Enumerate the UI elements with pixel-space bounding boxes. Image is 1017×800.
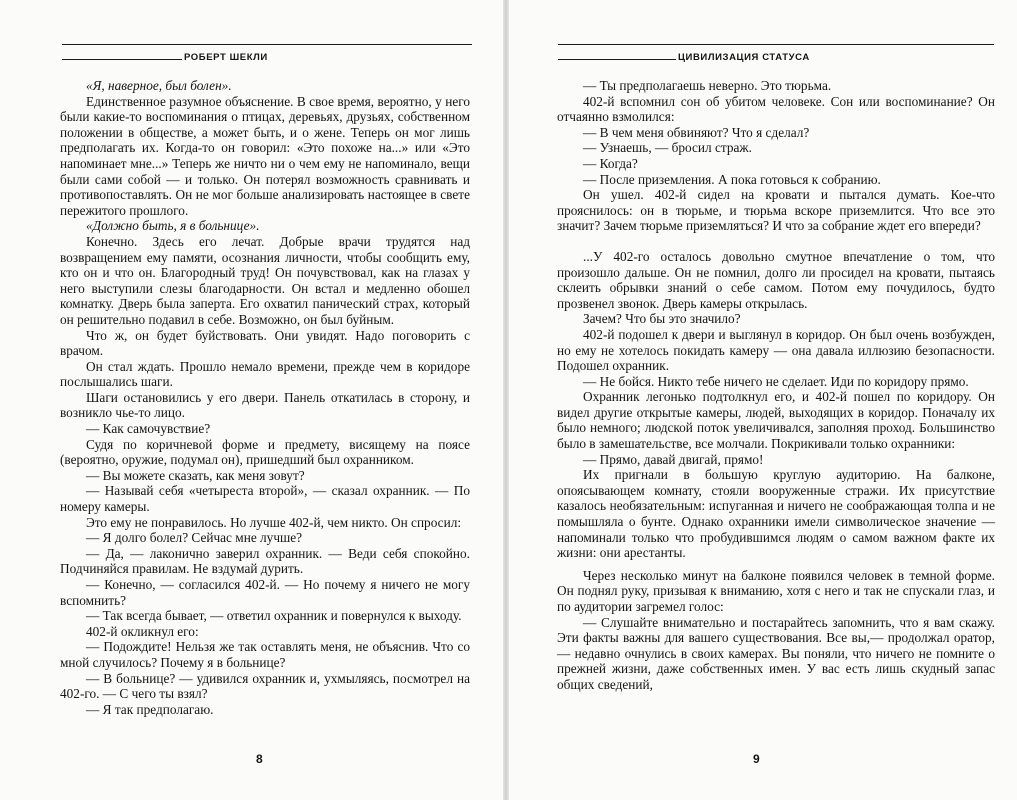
paragraph: Их пригнали в большую круглую аудиторию. На балконе, опоясывающем комнату, стояли вооруженные стражи. Их присутствие казалось необязательным: испуганная и ничего не соображающая толпа и не помышляла о бунте. Однако охранники имели символическое значение — напоминали только что пробудившимся людям о самом важном факте их жизни: они арестанты. (557, 467, 995, 561)
paragraph: 402-й вспомнил сон об убитом человеке. Сон или воспоминание? Он отчаянно взмолился: (557, 93, 995, 125)
paragraph: — Не бойся. Никто тебе ничего не сделает. Иди по коридору прямо. (583, 373, 969, 389)
paragraph: — Как самочувствие? (86, 421, 211, 437)
paragraph: ...У 402-го осталось довольно смутное впечатление о том, что произошло дальше. Он не помнил, долго ли просидел на кровати, пытаясь склеить обрывки знаний о себе самом. Потом ему почудилось, будто прозвенел звонок. Дверь камеры открылась. (557, 248, 995, 311)
paragraph: Через несколько минут на балконе появился человек в темной форме. Он поднял руку, призывая к вниманию, хотя с него и так не спускали глаз, и по аудитории загремел голос: (557, 567, 995, 614)
paragraph: Судя по коричневой форме и предмету, висящему на поясе (вероятно, оружие, подумал он), пришедший был охранником. (60, 436, 470, 468)
paragraph: — Прямо, давай двигай, прямо! (583, 451, 764, 467)
paragraph: — Называй себя «четыреста второй», — сказал охранник. — По номеру камеры. (60, 483, 470, 515)
paragraph: Что ж, он будет буйствовать. Они увидят. Надо поговорить с врачом. (60, 327, 470, 359)
right-header-title: ЦИВИЛИЗАЦИЯ СТАТУСА (678, 52, 810, 63)
paragraph: — Да, — лаконично заверил охранник. — Веди себя спокойно. Подчиняйся правилам. Не вздумай дурить. (60, 545, 470, 577)
left-page-text (60, 78, 470, 717)
paragraph: — Узнаешь, — бросил страж. (583, 140, 752, 156)
right-page-number: 9 (753, 752, 760, 766)
paragraph: Это ему не понравилось. Но лучше 402-й, чем никто. Он спросил: (86, 514, 462, 530)
paragraph: — Подождите! Нельзя же так оставлять меня, не объяснив. Что со мной случилось? Почему я в больнице? (60, 639, 470, 670)
paragraph: — Я так предполагаю. (86, 701, 214, 717)
right-page-text (557, 78, 995, 693)
header-short-rule (558, 59, 676, 60)
paragraph: Единственное разумное объяснение. В свое время, вероятно, у него были какие-то воспоминания о птицах, деревьях, друзьях, собственном положении в обществе, а может быть, и о жене. Теперь он мог лишь предполагать их. Когда-то он говорил: «Это похоже на...» или «Это напоминает мне...» Теперь же ничто ни о чем ему не напоминало, вещи были сами собой — и только. Он потерял возможность сравнивать и противопоставлять. Он не мог больше анализировать настоящее в свете пережитого прошлого. (60, 93, 470, 218)
paragraph: «Я, наверное, был болен». (86, 78, 232, 93)
header-rule (62, 44, 472, 45)
right-running-header (558, 44, 994, 64)
paragraph: 402-й окликнул его: (86, 623, 199, 639)
paragraph: — Когда? (583, 155, 638, 171)
paragraph: — Я долго болел? Сейчас мне лучше? (86, 530, 303, 546)
paragraph: Он стал ждать. Прошло немало времени, прежде чем в коридоре послышались шаги. (60, 358, 470, 390)
left-running-header (62, 44, 472, 64)
paragraph: Шаги остановились у его двери. Панель откатилась в сторону, и возникло чье-то лицо. (60, 389, 470, 421)
paragraph: Конечно. Здесь его лечат. Добрые врачи трудятся над возвращением ему памяти, осознания личности, чтобы сообщить ему, кто он и что он. Благородный труд! Он почувствовал, как на глазах у него выступили слезы благодарности. Он встал и медленно обошел комнатку. Дверь была заперта. Его охватил панический страх, который он решительно подавил в себе. Возможно, он был буйным. (60, 233, 470, 327)
left-header-title: РОБЕРТ ШЕКЛИ (184, 52, 268, 63)
paragraph: — Вы можете сказать, как меня зовут? (86, 467, 305, 483)
paragraph: — В больнице? — удивился охранник и, ухмыляясь, посмотрел на 402-го. — С чего ты взял? (60, 670, 470, 702)
header-short-rule (62, 59, 182, 60)
paragraph: Он ушел. 402-й сидел на кровати и пытался думать. Кое-что прояснилось: он в тюрьме, и тюрьма вскоре приземлится. Что все это значит? Зачем тюрьме приземляться? И что за собрание ждет его впереди? (557, 187, 995, 234)
paragraph: — В чем меня обвиняют? Что я сделал? (583, 124, 810, 140)
paragraph: — Слушайте внимательно и постарайтесь запомнить, что я вам скажу. Эти факты важны для вашего существования. Все вы,— продолжал оратор, — недавно очнулись в своих камерах. Вы поняли, что ничего не помните о прежней жизни, даже собственных имен. У вас есть лишь скудный запас общих сведений, (557, 614, 995, 692)
paragraph: 402-й подошел к двери и выглянул в коридор. Он был очень возбужден, но ему не хотелось покидать камеру — она давала иллюзию безопасности. Подошел охранник. (557, 326, 995, 374)
paragraph: — Конечно, — согласился 402-й. — Но почему я ничего не могу вспомнить? (60, 577, 470, 608)
paragraph: — После приземления. А пока готовься к собранию. (583, 171, 881, 187)
paragraph: Зачем? Что бы это значило? (583, 311, 741, 327)
left-page-number: 8 (256, 752, 263, 766)
paragraph: — Ты предполагаешь неверно. Это тюрьма. (583, 78, 832, 93)
header-rule (558, 44, 994, 45)
paragraph: Охранник легонько подтолкнул его, и 402-й пошел по коридору. Он видел другие открытые камеры, людей, выходящих в коридор. Поначалу их было немного; людской поток увеличивался, заполняя проход. Большинство было в замешательстве, все молчали. Покрикивали только охранники: (557, 389, 995, 452)
paragraph: «Должно быть, я в больнице». (86, 218, 260, 234)
paragraph: — Так всегда бывает, — ответил охранник и повернулся к выходу. (86, 608, 462, 624)
